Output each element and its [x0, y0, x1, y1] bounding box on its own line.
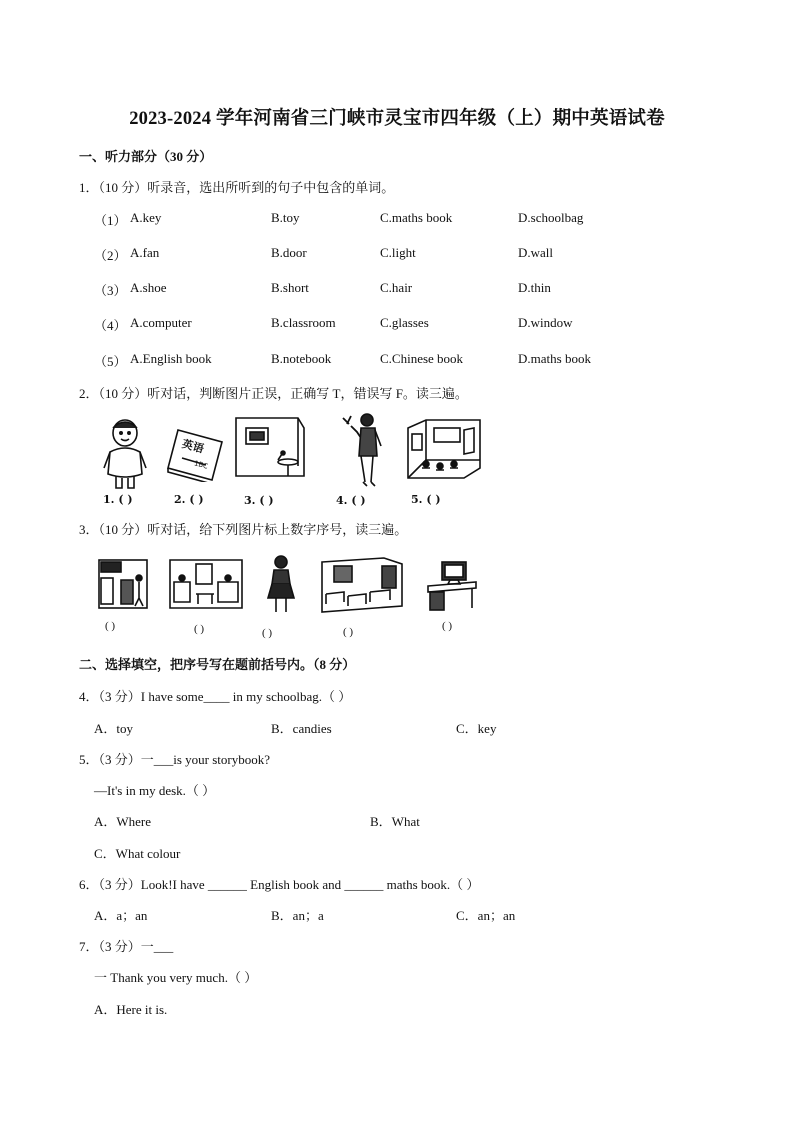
- option-a: A．toy: [94, 721, 134, 736]
- option-a: A.computer: [130, 315, 192, 330]
- option-c: C.glasses: [380, 315, 429, 330]
- option-number: （1）: [94, 213, 127, 228]
- option-d: D.thin: [518, 280, 551, 295]
- question-5-answer-line: —It's in my desk.（ ）: [94, 783, 216, 798]
- kitchen-picture: [97, 558, 149, 610]
- caption-3: 3. ( ): [244, 494, 274, 507]
- woman-picture: [341, 410, 383, 490]
- option-a: A.fan: [130, 245, 160, 260]
- option-c: C.hair: [380, 280, 413, 295]
- caption-2: 2. ( ): [174, 493, 204, 506]
- computer-desk-picture: [424, 560, 480, 612]
- caption-1: 1. ( ): [103, 493, 133, 506]
- option-c: C．an；an: [456, 908, 516, 923]
- caption-q3-1: ( ): [105, 620, 116, 632]
- question-2-stem: 2．（10 分）听对话，判断图片正误，正确写 T，错误写 F。读三遍。: [79, 386, 468, 401]
- caption-q3-4: ( ): [343, 626, 354, 638]
- option-b: B.door: [271, 245, 307, 260]
- girl-picture: [266, 554, 296, 616]
- option-number: （3）: [94, 283, 127, 298]
- classroom-desks-picture: [320, 556, 404, 614]
- section-listening-heading: 一、听力部分（30 分）: [79, 149, 213, 164]
- option-b: B.notebook: [271, 351, 332, 366]
- option-d: D.schoolbag: [518, 210, 584, 225]
- living-room-picture: [168, 558, 244, 610]
- question-4-stem: 4．（3 分）I have some____ in my schoolbag.（ ）: [79, 689, 352, 704]
- option-number: （2）: [94, 248, 127, 263]
- option-c: C.maths book: [380, 210, 453, 225]
- option-b: B.short: [271, 280, 309, 295]
- question-7-answer-line: 一 Thank you very much.（ ）: [94, 970, 258, 985]
- option-b: B．What: [370, 814, 420, 829]
- english-book-picture: [166, 428, 224, 482]
- caption-q3-2: ( ): [194, 623, 205, 635]
- caption-q3-3: ( ): [262, 627, 273, 639]
- question-6-stem: 6．（3 分）Look!I have ______ English book and ______ maths book.（ ）: [79, 877, 480, 892]
- option-a: A．Where: [94, 814, 152, 829]
- option-b: B.classroom: [271, 315, 336, 330]
- section-choice-heading: 二、选择填空，把序号写在题前括号内。（8 分）: [79, 657, 356, 672]
- question-1-stem: 1．（10 分）听录音，选出所听到的句子中包含的单词。: [79, 180, 395, 195]
- option-c: C.light: [380, 245, 416, 260]
- option-a: A.shoe: [130, 280, 167, 295]
- option-d: D.wall: [518, 245, 554, 260]
- classroom-picture: [406, 418, 482, 480]
- boy-picture: [102, 418, 148, 492]
- option-b: B．an；a: [271, 908, 324, 923]
- question-7-stem: 7．（3 分）一___: [79, 939, 174, 954]
- question-3-stem: 3．（10 分）听对话，给下列图片标上数字序号，读三遍。: [79, 522, 408, 537]
- option-a: A.key: [130, 210, 162, 225]
- option-d: D.maths book: [518, 351, 591, 366]
- option-b: B．candies: [271, 721, 332, 736]
- option-d: D.window: [518, 315, 573, 330]
- option-a: A．a；an: [94, 908, 148, 923]
- book-cover-text: 英语: [180, 438, 205, 456]
- option-c: C．key: [456, 721, 497, 736]
- option-b: B.toy: [271, 210, 300, 225]
- option-number: （4）: [94, 318, 127, 333]
- room-picture: [234, 414, 306, 480]
- caption-5: 5. ( ): [411, 493, 441, 506]
- option-c: C.Chinese book: [380, 351, 464, 366]
- option-number: （5）: [94, 354, 127, 369]
- option-c: C．What colour: [94, 846, 181, 861]
- option-a: A.English book: [130, 351, 212, 366]
- book-code: 1BC: [193, 459, 209, 471]
- caption-4: 4. ( ): [336, 494, 366, 507]
- question-5-stem: 5．（3 分）一___is your storybook?: [79, 752, 271, 767]
- option-a: A．Here it is.: [94, 1002, 168, 1017]
- caption-q3-5: ( ): [442, 620, 453, 632]
- page-title: 2023-2024 学年河南省三门峡市灵宝市四年级（上）期中英语试卷: [129, 109, 665, 129]
